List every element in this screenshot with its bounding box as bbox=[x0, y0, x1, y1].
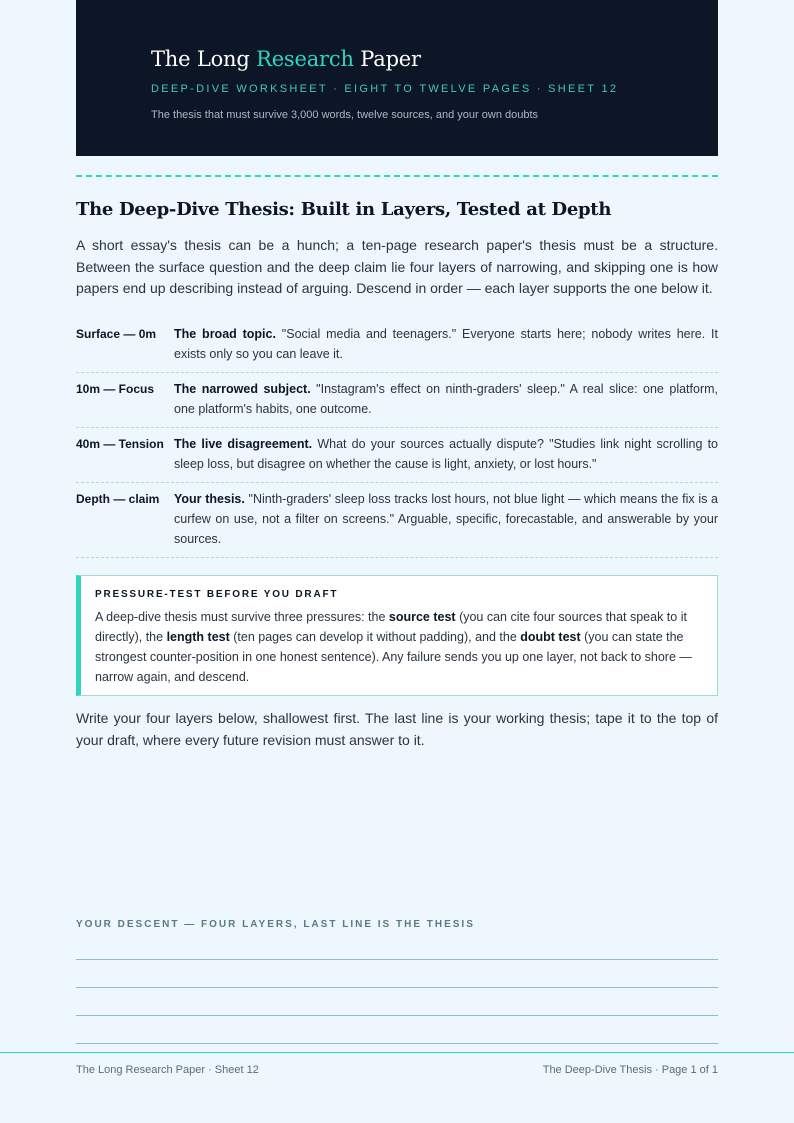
layer-body: "Social media and teenagers." Everyone starts here; nobody writes here. It exists only so you can leave it. bbox=[174, 327, 718, 361]
outro-paragraph: Write your four layers below, shallowest first. The last line is your working thesis; tape it to the top of your draft, where every future revision must answer to it. bbox=[76, 710, 718, 748]
layer-description bbox=[174, 434, 718, 474]
section-heading: The Deep-Dive Thesis: Built in Layers, Tested at Depth bbox=[76, 199, 612, 220]
layer-description bbox=[174, 489, 718, 549]
callout-body bbox=[95, 607, 699, 687]
callout-text: (ten pages can develop it without padding), and the bbox=[229, 630, 521, 644]
writing-line[interactable] bbox=[76, 1015, 718, 1016]
layer-description bbox=[174, 379, 718, 419]
layer-lead: The narrowed subject. bbox=[174, 382, 311, 396]
worksheet-title bbox=[151, 44, 718, 74]
layer-row-claim bbox=[76, 483, 718, 558]
callout-text: (you can state the strongest counter-position in one honest sentence). Any failure sends you up one layer, not back to shore — narrow again, and descend. bbox=[95, 630, 692, 684]
footer-right: The Deep-Dive Thesis · Page 1 of 1 bbox=[542, 1064, 718, 1076]
footer-rule bbox=[0, 1052, 794, 1053]
layer-label: Surface — 0m bbox=[76, 327, 157, 341]
layer-row-tension bbox=[76, 428, 718, 483]
callout-text: (you can cite four sources that speak to it directly), the bbox=[95, 610, 687, 644]
layer-lead: The live disagreement. bbox=[174, 437, 313, 451]
title-pre: The Long bbox=[151, 47, 257, 71]
callout-term: source test bbox=[388, 610, 456, 624]
layer-row-surface bbox=[76, 318, 718, 373]
layer-body: What do your sources actually dispute? "Studies link night scrolling to sleep loss, but disagree on whether the cause is light, anxiety, or lost hours." bbox=[174, 437, 718, 471]
callout-heading: PRESSURE-TEST BEFORE YOU DRAFT bbox=[95, 589, 339, 600]
callout-term: length test bbox=[166, 630, 230, 644]
intro-paragraph: A short essay's thesis can be a hunch; a ten-page research paper's thesis must be a structure. Between the surface question and the deep claim lie four layers of narrowing, and skipping one is how papers end up describing instead of arguing. Descend in order — each layer supports the one below it. bbox=[76, 237, 718, 296]
worksheet-subtitle: DEEP-DIVE WORKSHEET · EIGHT TO TWELVE PAGES · SHEET 12 bbox=[151, 83, 619, 95]
layer-body: "Instagram's effect on ninth-graders' sleep." A real slice: one platform, one platform's habits, one outcome. bbox=[174, 382, 718, 416]
page-header bbox=[76, 0, 718, 156]
callout-text: A deep-dive thesis must survive three pressures: the bbox=[95, 610, 389, 624]
writing-line[interactable] bbox=[76, 987, 718, 988]
layer-lead: Your thesis. bbox=[174, 492, 245, 506]
writing-line[interactable] bbox=[76, 959, 718, 960]
pressure-test-callout bbox=[76, 575, 718, 696]
callout-term: doubt test bbox=[520, 630, 581, 644]
writing-line[interactable] bbox=[76, 1043, 718, 1044]
layers-list bbox=[76, 318, 718, 558]
layer-body: "Ninth-graders' sleep loss tracks lost hours, not blue light — which means the fix is a curfew on use, not a filter on screens." Arguable, specific, forecastable, and answerable by your sources. bbox=[174, 492, 719, 546]
layer-row-focus bbox=[76, 373, 718, 428]
layer-lead: The broad topic. bbox=[174, 327, 276, 341]
worksheet-tagline: The thesis that must survive 3,000 words, twelve sources, and your own doubts bbox=[151, 109, 539, 121]
dashed-divider bbox=[76, 175, 718, 177]
writing-area-label: YOUR DESCENT — FOUR LAYERS, LAST LINE IS THE THESIS bbox=[76, 919, 475, 930]
title-post: Paper bbox=[353, 47, 421, 71]
footer-left: The Long Research Paper · Sheet 12 bbox=[76, 1064, 259, 1076]
layer-label: 10m — Focus bbox=[76, 382, 155, 396]
layer-description bbox=[174, 324, 718, 364]
layer-label: Depth — claim bbox=[76, 492, 160, 506]
layer-label: 40m — Tension bbox=[76, 437, 164, 451]
title-accent: Research bbox=[256, 47, 354, 71]
